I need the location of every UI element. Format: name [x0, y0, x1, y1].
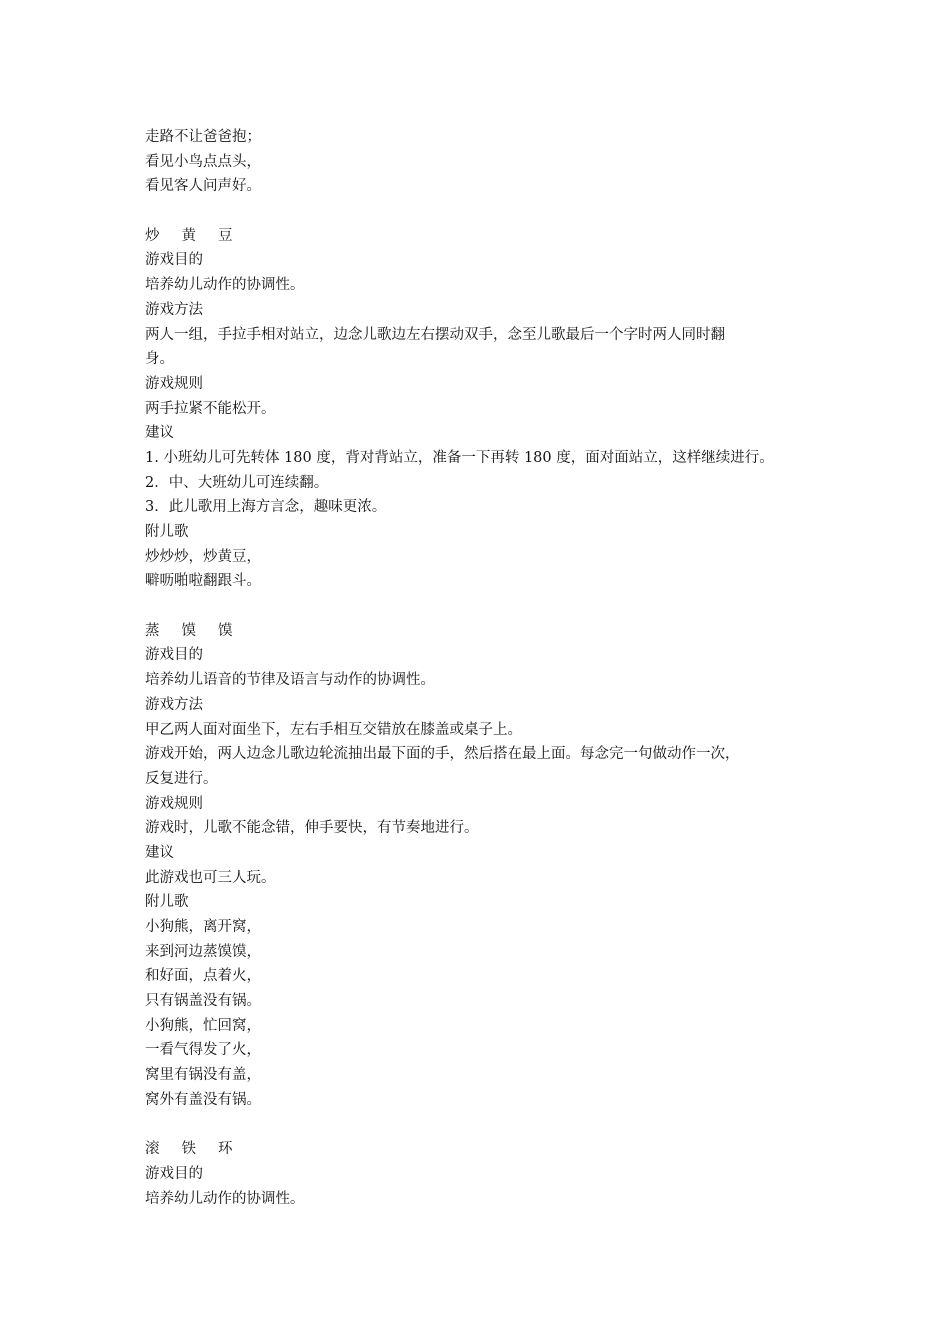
spacer	[145, 199, 825, 224]
section-heading: 附儿歌	[145, 524, 189, 540]
paragraph: 两人一组，手拉手相对站立，边念儿歌边左右摆动双手，念至儿歌最后一个字时两人同时翻	[145, 326, 725, 343]
paragraph: 甲乙两人面对面坐下，左右手相互交错放在膝盖或桌子上。	[145, 721, 522, 738]
poem-line: 只有锅盖没有锅。	[145, 993, 261, 1010]
game-section	[145, 1137, 825, 1211]
game-title	[145, 619, 825, 644]
section-heading: 游戏规则	[145, 795, 203, 812]
poem-line: 一看气得发了火，	[145, 1042, 261, 1059]
title-char: 蒸	[145, 622, 160, 639]
section-heading: 游戏规则	[145, 375, 203, 392]
section-heading: 游戏方法	[145, 696, 203, 713]
game-title	[145, 1137, 825, 1162]
section-heading: 游戏方法	[145, 301, 203, 318]
game-section	[145, 224, 825, 594]
list-item: 2．中、大班幼儿可连续翻。	[145, 474, 329, 491]
title-char: 馍	[218, 622, 233, 639]
poem-line: 看见客人问声好。	[145, 178, 261, 195]
title-char: 铁	[181, 1141, 196, 1158]
list-item: 3．此儿歌用上海方言念，趣味更浓。	[145, 499, 387, 516]
poem-line: 和好面，点着火，	[145, 968, 261, 985]
title-char: 炒	[145, 227, 160, 244]
section-heading: 建议	[145, 425, 174, 442]
section-heading: 建议	[145, 844, 174, 861]
section-heading: 游戏目的	[145, 647, 203, 664]
paragraph: 游戏时，儿歌不能念错，伸手要快，有节奏地进行。	[145, 820, 479, 837]
title-char: 豆	[218, 227, 233, 244]
paragraph: 培养幼儿语音的节律及语言与动作的协调性。	[145, 672, 435, 689]
poem-line: 来到河边蒸馍馍，	[145, 943, 261, 960]
paragraph: 反复进行。	[145, 770, 218, 787]
poem-line: 噼呖啪啦翻跟斗。	[145, 573, 261, 590]
poem-line: 小狗熊，忙回窝，	[145, 1017, 261, 1034]
poem-line: 看见小鸟点点头，	[145, 153, 261, 170]
section-heading: 游戏目的	[145, 252, 203, 269]
title-char: 滚	[145, 1141, 160, 1158]
poem-line: 炒炒炒，炒黄豆，	[145, 548, 261, 565]
poem-line: 窝外有盖没有锅。	[145, 1091, 261, 1108]
game-title	[145, 224, 825, 249]
poem-line: 走路不让爸爸抱；	[145, 129, 261, 145]
title-char: 黄	[181, 227, 196, 244]
paragraph: 培养幼儿动作的协调性。	[145, 277, 305, 294]
list-item: 1. 小班幼儿可先转体 180 度，背对背站立，准备一下再转 180 度，面对面站立，这样继续进行。	[145, 449, 774, 466]
spacer	[145, 594, 825, 619]
title-char: 馍	[181, 622, 196, 639]
section-heading: 游戏目的	[145, 1165, 203, 1182]
document-page	[145, 125, 825, 1211]
intro-poem	[145, 125, 825, 199]
poem-line: 窝里有锅没有盖，	[145, 1067, 261, 1084]
game-section	[145, 619, 825, 1113]
section-heading: 附儿歌	[145, 894, 189, 911]
paragraph: 两手拉紧不能松开。	[145, 400, 276, 417]
spacer	[145, 1113, 825, 1138]
paragraph: 身。	[145, 351, 174, 368]
paragraph: 培养幼儿动作的协调性。	[145, 1190, 305, 1207]
title-char: 环	[218, 1141, 233, 1158]
poem-line: 小狗熊，离开窝，	[145, 919, 261, 935]
paragraph: 此游戏也可三人玩。	[145, 869, 276, 886]
paragraph: 游戏开始，两人边念儿歌边轮流抽出最下面的手，然后搭在最上面。每念完一句做动作一次，	[145, 746, 740, 763]
